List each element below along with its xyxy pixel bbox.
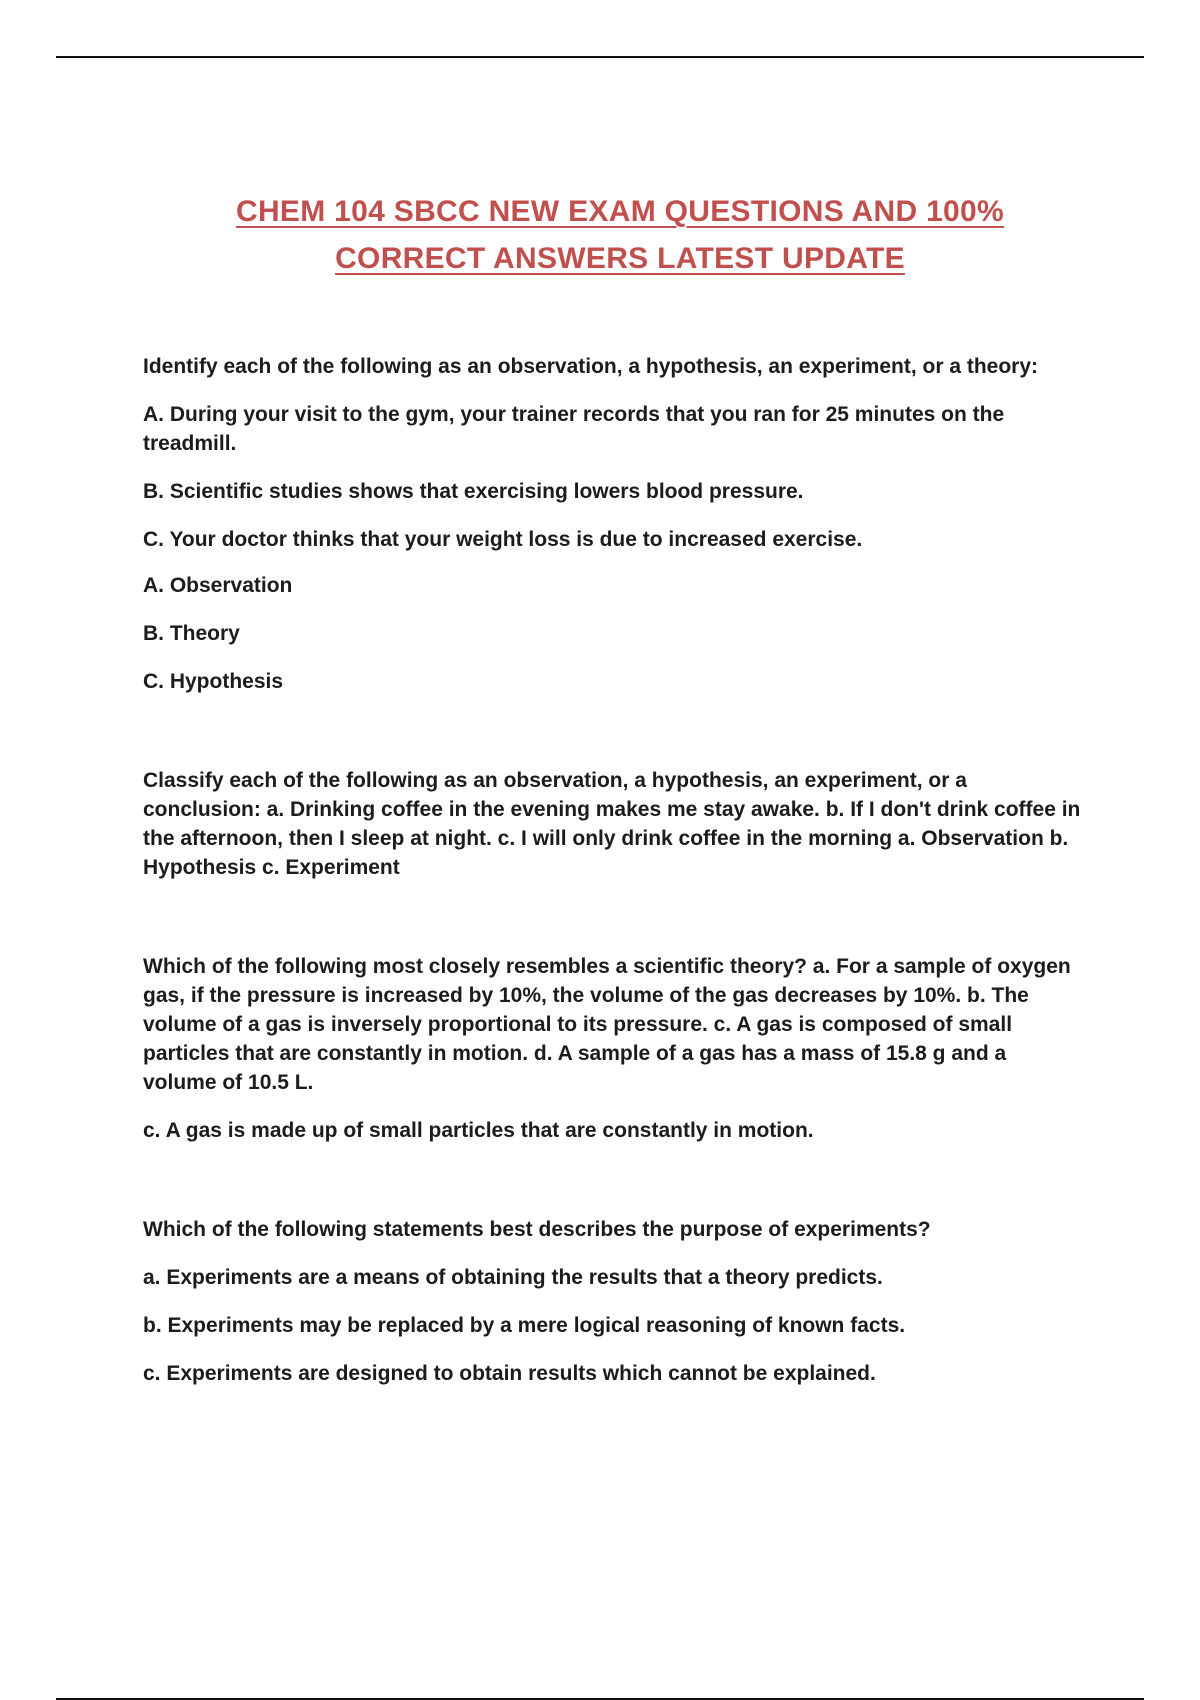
q1-answer-b: B. Theory — [143, 622, 240, 645]
q4-option-a: a. Experiments are a means of obtaining the results that a theory predicts. — [143, 1266, 883, 1289]
q1-item-b: B. Scientific studies shows that exercising lowers blood pressure. — [143, 480, 804, 503]
document-title — [0, 188, 1200, 282]
q4-option-b: b. Experiments may be replaced by a mere logical reasoning of known facts. — [143, 1314, 906, 1337]
document-body — [143, 352, 1083, 1388]
q4-prompt: Which of the following statements best describes the purpose of experiments? — [143, 1218, 931, 1241]
q1-prompt: Identify each of the following as an observation, a hypothesis, an experiment, or a theory: — [143, 355, 1039, 378]
top-rule — [56, 56, 1144, 58]
q1-answer-c: C. Hypothesis — [143, 670, 284, 693]
title-line-2: CORRECT ANSWERS LATEST UPDATE — [335, 242, 905, 275]
q3-answer: c. A gas is made up of small particles that are constantly in motion. — [143, 1119, 814, 1142]
q2-text: Classify each of the following as an observation, a hypothesis, an experiment, or a conclusion: a. Drinking coffee in the evening makes me stay awake. b. If I don't drink coffee in the afternoon, then I sleep at night. c. I will only drink coffee in the morning a. Observation b. Hypothesis c. Experiment — [143, 769, 1081, 879]
q4-option-c: c. Experiments are designed to obtain results which cannot be explained. — [143, 1362, 876, 1385]
title-line-1: CHEM 104 SBCC NEW EXAM QUESTIONS AND 100% — [236, 195, 1004, 228]
q1-answer-a: A. Observation — [143, 574, 293, 597]
q1-item-c: C. Your doctor thinks that your weight loss is due to increased exercise. — [143, 528, 863, 551]
q3-text: Which of the following most closely resembles a scientific theory? a. For a sample of oxygen gas, if the pressure is increased by 10%, the volume of the gas decreases by 10%. b. The volume of a gas is inversely proportional to its pressure. c. A gas is composed of small particles that are constantly in motion. d. A sample of a gas has a mass of 15.8 g and a volume of 10.5 L. — [143, 955, 1071, 1094]
q1-item-a: A. During your visit to the gym, your trainer records that you ran for 25 minutes on the treadmill. — [143, 403, 1005, 455]
